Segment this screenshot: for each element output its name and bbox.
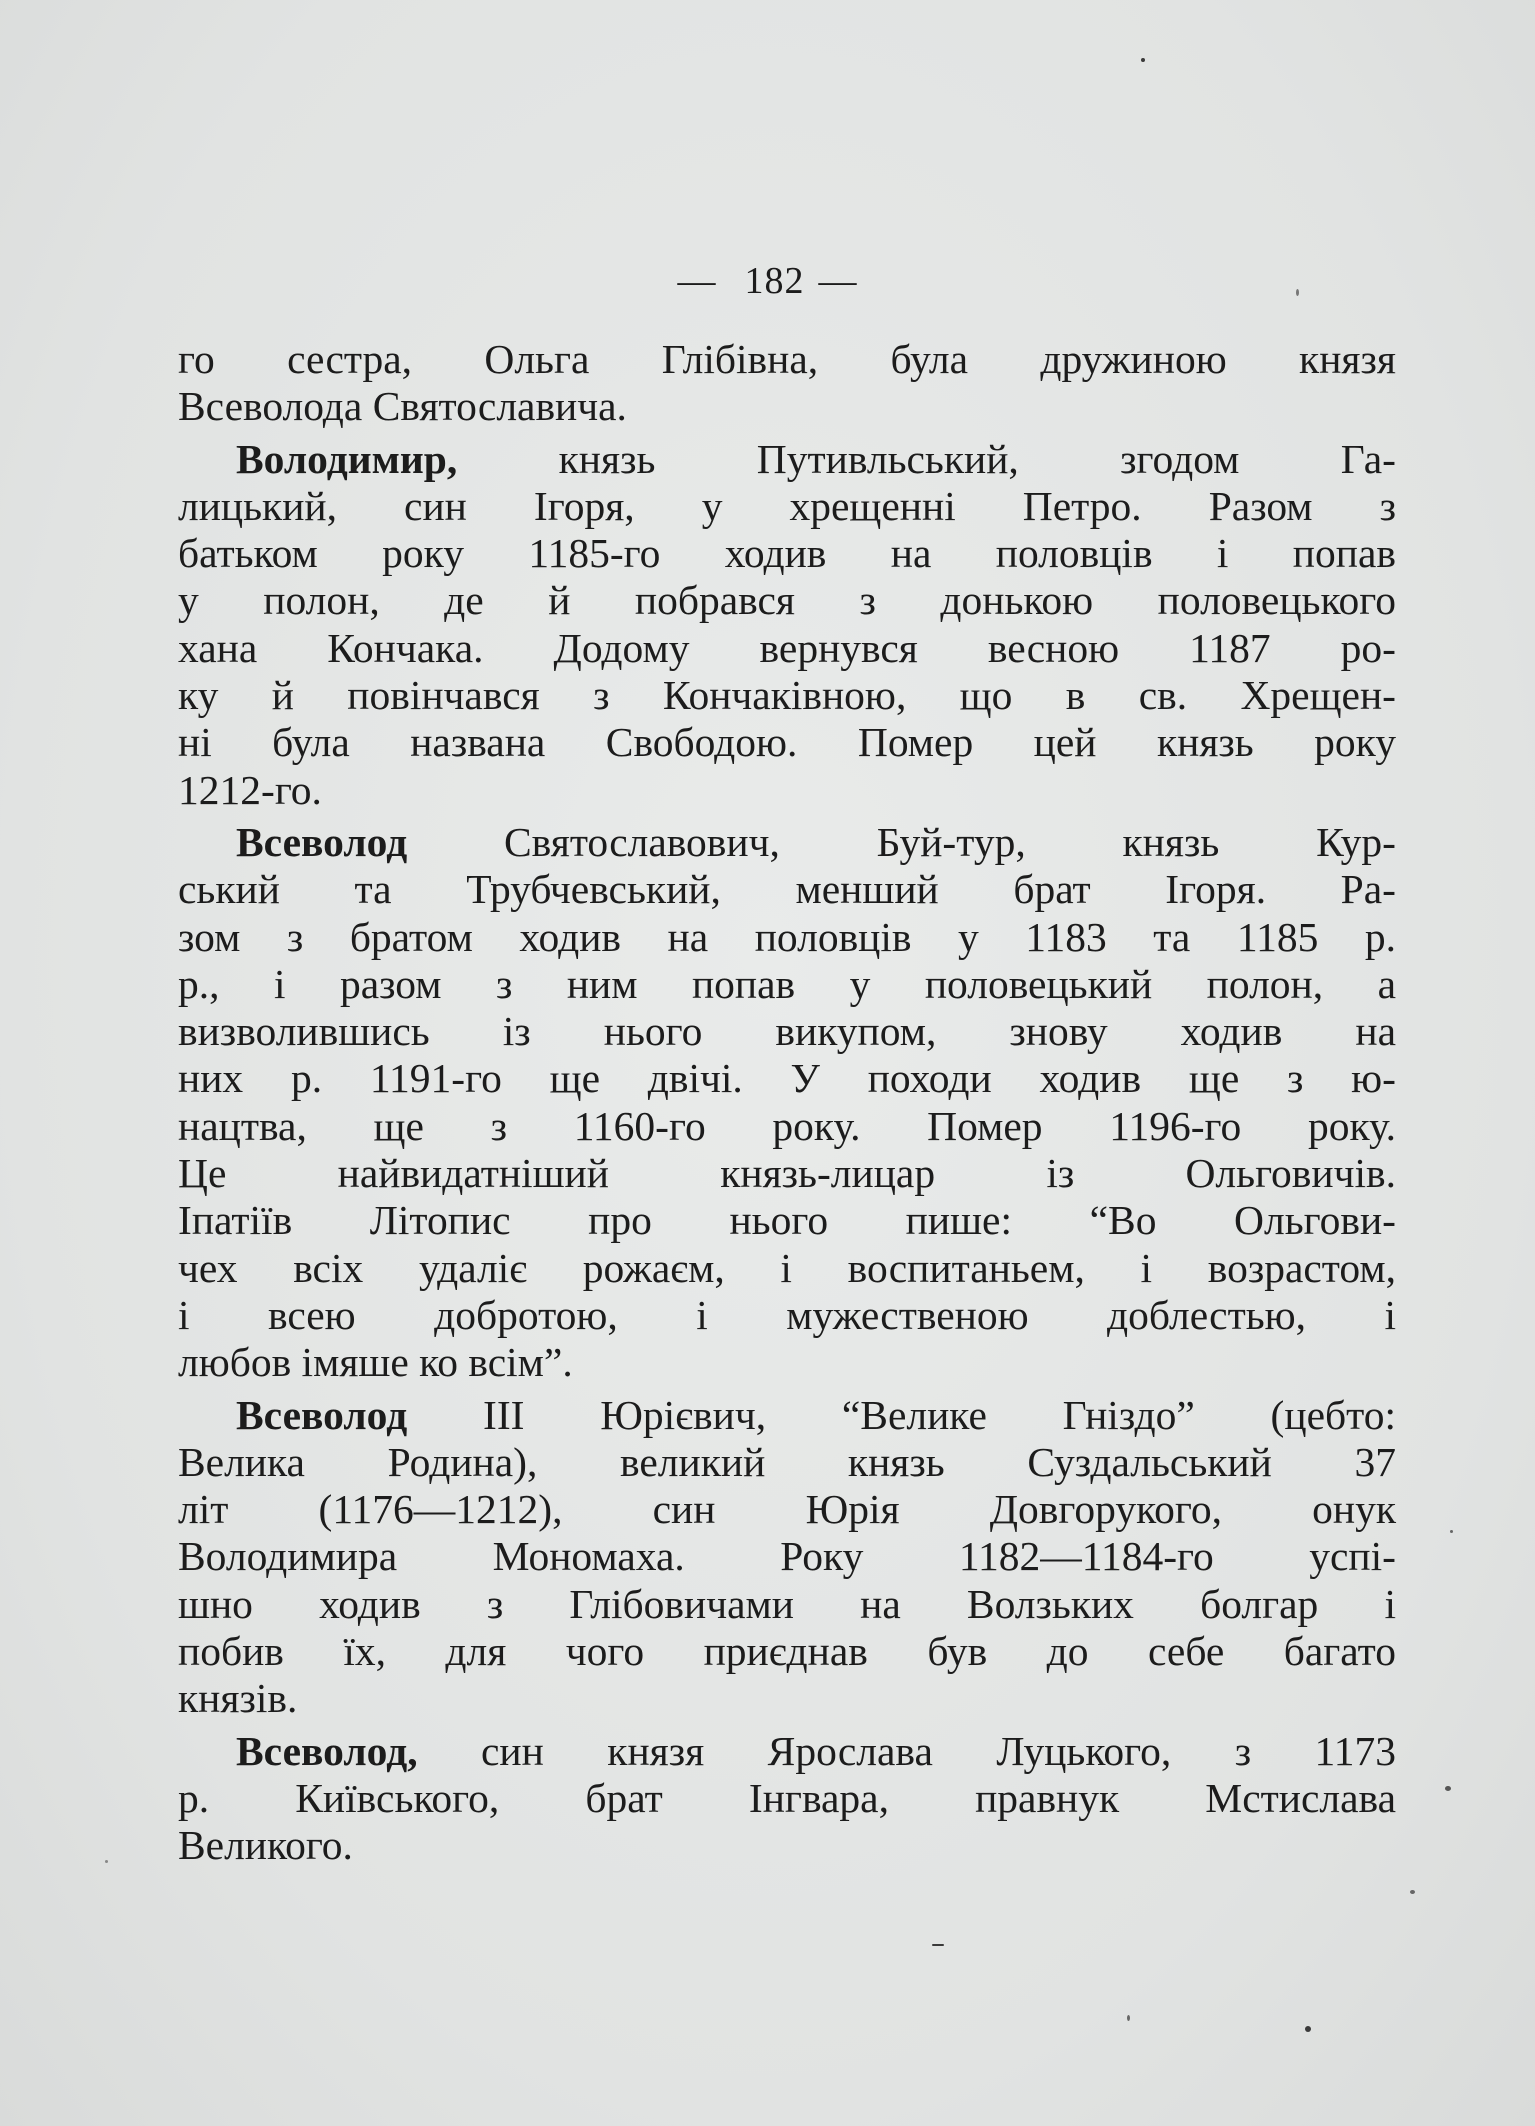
text-line [178, 1292, 1396, 1339]
paragraph [178, 436, 1396, 814]
line-text: лицький, син Ігоря, у хрещенні Петро. Разом з [178, 482, 1396, 529]
text-line [178, 1197, 1396, 1244]
line-text: син князя Ярослава Луцького, з 1173 [417, 1727, 1396, 1774]
paragraph [178, 1392, 1396, 1723]
line-text: Всеволода Святославича. [178, 383, 627, 430]
line-text: любов імяше ко всім”. [178, 1339, 573, 1386]
scan-speck [1141, 58, 1145, 62]
line-text: Великого. [178, 1822, 353, 1869]
text-line [178, 625, 1396, 672]
entry-headword: Всеволод [236, 818, 408, 865]
line-text: зом з братом ходив на половців у 1183 та 1185 р. [178, 913, 1396, 960]
text-line [178, 1486, 1396, 1533]
line-text: нацтва, ще з 1160-го року. Помер 1196-го року. [178, 1102, 1396, 1149]
line-text: побив їх, для чого приєднав був до себе багато [178, 1628, 1396, 1675]
line-text: ку й повінчався з Кончаківною, що в св. Хрещен- [178, 672, 1396, 719]
scan-speck [1127, 2015, 1130, 2021]
line-text: Велика Родина), великий князь Суздальський 37 [178, 1438, 1396, 1485]
text-line [178, 961, 1396, 1008]
line-text: Це найвидатніший князь-лицар із Ольговичів. [178, 1150, 1396, 1197]
page-number: 182 [744, 260, 805, 302]
text-line [178, 1055, 1396, 1102]
scan-speck [1445, 1786, 1451, 1791]
text-line [178, 819, 1396, 866]
scan-speck [1410, 1890, 1415, 1894]
text-line [178, 1675, 1396, 1722]
text-line [178, 1728, 1396, 1775]
text-line [178, 672, 1396, 719]
text-line [178, 1339, 1396, 1386]
line-text: Святославович, Буй-тур, князь Кур- [407, 818, 1396, 865]
line-text: князів. [178, 1675, 298, 1722]
line-text: Іпатіїв Літопис про нього пише: “Во Ольгови- [178, 1197, 1396, 1244]
scan-speck [105, 1860, 108, 1863]
text-line [178, 436, 1396, 483]
line-text: III Юрієвич, “Велике Гніздо” (цебто: [407, 1391, 1396, 1438]
page-number-header [0, 262, 1535, 300]
text-line [178, 1533, 1396, 1580]
text-line [178, 383, 1396, 430]
page-number-dash-right: — [818, 260, 858, 302]
line-text: і всею добротою, і мужественою доблестью, і [178, 1291, 1396, 1338]
text-line [178, 1822, 1396, 1869]
text-line [178, 577, 1396, 624]
scan-speck [1305, 2026, 1311, 2032]
text-line [178, 1581, 1396, 1628]
line-text: ні була названа Свободою. Помер цей князь року [178, 719, 1396, 766]
text-line [178, 1628, 1396, 1675]
text-line [178, 866, 1396, 913]
scan-speck [1296, 289, 1299, 296]
line-text: 1212-го. [178, 766, 322, 813]
text-line [178, 1008, 1396, 1055]
text-line [178, 719, 1396, 766]
text-line [178, 1245, 1396, 1292]
text-line [178, 1439, 1396, 1486]
line-text: князь Путивльський, згодом Га- [457, 435, 1396, 482]
line-text: ський та Трубчевський, менший брат Ігоря. Ра- [178, 866, 1396, 913]
line-text: го сестра, Ольга Глібівна, була дружиною князя [178, 336, 1396, 382]
text-line [178, 1775, 1396, 1822]
article-text [178, 336, 1396, 1870]
line-text: шно ходив з Глібовичами на Волзьких болгар і [178, 1580, 1396, 1627]
paragraph [178, 1728, 1396, 1870]
paragraph [178, 336, 1396, 431]
entry-headword: Всеволод, [236, 1727, 418, 1774]
text-line [178, 1392, 1396, 1439]
line-text: літ (1176—1212), син Юрія Довгорукого, онук [178, 1486, 1396, 1533]
text-line [178, 530, 1396, 577]
line-text: Володимира Мономаха. Року 1182—1184-го успі- [178, 1533, 1396, 1580]
text-line [178, 1103, 1396, 1150]
page-number-dash-left: — [677, 260, 717, 302]
text-line [178, 483, 1396, 530]
line-text: батьком року 1185-го ходив на половців і попав [178, 530, 1396, 577]
scan-speck [932, 1944, 944, 1946]
entry-headword: Всеволод [236, 1391, 408, 1438]
line-text: хана Кончака. Додому вернувся весною 1187 ро- [178, 624, 1396, 671]
text-line [178, 767, 1396, 814]
paragraph [178, 819, 1396, 1387]
text-line [178, 1150, 1396, 1197]
line-text: р. Київського, брат Інгвара, правнук Мстислава [178, 1774, 1396, 1821]
line-text: р., і разом з ним попав у половецький полон, а [178, 960, 1396, 1007]
entry-headword: Володимир, [236, 435, 458, 482]
line-text: них р. 1191-го ще двічі. У походи ходив ще з ю- [178, 1055, 1396, 1102]
line-text: визволившись із нього викупом, знову ходив на [178, 1008, 1396, 1055]
line-text: чех всіх удаліє рожаєм, і воспитаньем, і возрастом, [178, 1244, 1396, 1291]
line-text: у полон, де й побрався з донькою половецького [178, 577, 1396, 624]
scan-speck [1450, 1530, 1453, 1533]
text-line [178, 914, 1396, 961]
text-line [178, 336, 1396, 383]
